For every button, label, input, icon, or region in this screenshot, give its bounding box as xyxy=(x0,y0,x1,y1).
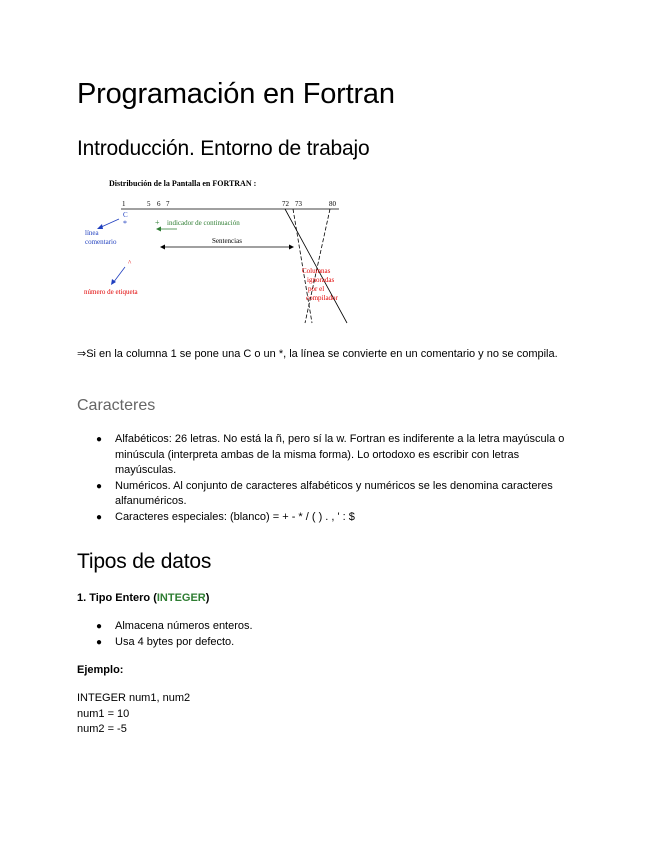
col-label-5: 5 xyxy=(147,200,151,208)
label-number-arrow xyxy=(113,267,125,283)
figure-title: Distribución de la Pantalla en FORTRAN : xyxy=(109,179,257,188)
column-cross-line xyxy=(285,209,347,323)
bullet-icon: ● xyxy=(96,434,103,445)
section-heading-caracteres: Caracteres xyxy=(77,397,156,414)
code-line: num2 = -5 xyxy=(77,723,127,735)
list-item: ● Almacena números enteros. xyxy=(77,619,567,635)
code-line: num1 = 10 xyxy=(77,707,130,720)
comment-label-line: línea xyxy=(85,229,99,237)
comment-c-mark: C xyxy=(123,211,128,219)
integer-keyword: INTEGER xyxy=(156,592,206,604)
code-example xyxy=(77,691,190,738)
sentences-arrowhead-right xyxy=(289,245,294,250)
bullet-icon: ● xyxy=(96,511,103,523)
bullet-icon: ● xyxy=(96,636,103,648)
col-label-73: 73 xyxy=(295,200,302,208)
bullet-icon: ● xyxy=(96,621,103,632)
column-80-line xyxy=(305,209,330,323)
ignored-cols-label-4: compilador xyxy=(306,294,338,302)
ignored-cols-label-1: Columnas xyxy=(302,267,331,275)
list-item: ● Numéricos. Al conjunto de caracteres alfabéticos y numéricos se les denomina caracteres alfanuméricos. xyxy=(96,479,553,507)
section-heading-intro: Introducción. Entorno de trabajo xyxy=(77,137,370,160)
list-item: ● Caracteres especiales: (blanco) = + - * / ( ) . , ' : $ xyxy=(77,510,567,526)
col-label-72: 72 xyxy=(282,200,289,208)
comment-asterisk-mark: * xyxy=(123,219,127,228)
sentences-arrowhead-left xyxy=(160,245,165,250)
bullet-icon: ● xyxy=(96,480,103,492)
continuation-arrowhead xyxy=(156,227,161,232)
comment-label-comment: comentario xyxy=(85,238,117,246)
list-item: ● Usa 4 bytes por defecto. xyxy=(77,635,567,651)
list-item: ● Alfabéticos: 26 letras. No está la ñ, pero sí la w. Fortran es indiferente a la letra mayúscula o minúscula (interpreta ambas de la misma forma). Lo ortodoxo es escribir con letras mayúsculas. xyxy=(96,433,565,476)
col-label-6: 6 xyxy=(157,200,161,208)
continuation-plus-mark: + xyxy=(155,218,160,227)
ignored-cols-label-2: ignoradas xyxy=(307,276,335,284)
caracteres-list xyxy=(77,432,567,525)
col-label-7: 7 xyxy=(166,200,170,208)
ignored-cols-label-3: por el xyxy=(308,285,325,293)
comment-note: ⇒Si en la columna 1 se pone una C o un *, la línea se convierte en un comentario y no se compila. xyxy=(77,348,558,360)
col-label-1: 1 xyxy=(122,200,126,208)
col-label-80: 80 xyxy=(329,200,336,208)
page-title: Programación en Fortran xyxy=(77,78,395,110)
fortran-screen-layout-figure xyxy=(77,172,357,328)
example-label: Ejemplo: xyxy=(77,664,124,676)
label-caret-mark: ^ xyxy=(128,259,132,267)
label-number-label: número de etiqueta xyxy=(84,288,138,296)
continuation-label: indicador de continuación xyxy=(167,219,240,227)
sentences-label: Sentencias xyxy=(212,237,242,245)
section-heading-tipos: Tipos de datos xyxy=(77,550,212,573)
integer-subheading: 1. Tipo Entero (INTEGER) xyxy=(77,592,210,604)
integer-list xyxy=(77,619,567,650)
code-line: INTEGER num1, num2 xyxy=(77,692,191,704)
